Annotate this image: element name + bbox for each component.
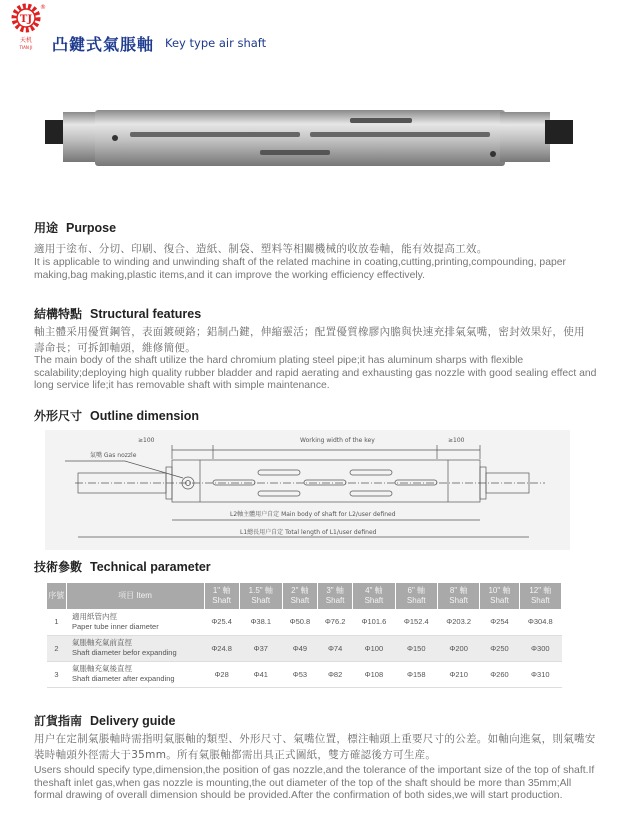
page-title-cn: 凸鍵式氣脹軸 xyxy=(52,35,155,54)
value-cell: Φ200 xyxy=(437,635,479,661)
value-cell: Φ50.8 xyxy=(282,609,317,635)
purpose-text-cn: 適用于塗布、分切、印刷、復合、造紙、制袋、塑料等相關機械的收放卷軸，能有效提高工效。 xyxy=(34,243,488,255)
value-cell: Φ152.4 xyxy=(395,609,437,635)
delivery-title-cn: 訂貨指南 xyxy=(34,714,83,728)
outline-title-cn: 外形尺寸 xyxy=(34,409,83,423)
structural-title-cn: 結構特點 xyxy=(34,307,83,321)
shaft-label: Shaft xyxy=(449,596,468,605)
size-label: 3" 軸 xyxy=(326,586,344,595)
structural-text-cn: 軸主體采用優質鋼管，表面鍍硬鉻；鋁制凸鍵，伸縮靈活；配置優質橡膠內膽與快速充排氣氣嘴，密封效果好，使用壽命長；可拆卸軸頭，維修簡便。 xyxy=(34,326,585,354)
l1-label: L1總長用户自定 Total length of L1/user defined xyxy=(240,529,377,536)
value-cell: Φ210 xyxy=(437,661,479,687)
value-cell: Φ38.1 xyxy=(239,609,282,635)
size-label: 12" 軸 xyxy=(529,586,552,595)
outline-title-en: Outline dimension xyxy=(90,409,200,423)
min-right-label: ≥100 xyxy=(448,437,465,444)
row-item xyxy=(66,661,204,687)
value-cell: Φ108 xyxy=(353,661,395,687)
technical-title-en: Technical parameter xyxy=(90,560,211,574)
delivery-heading xyxy=(34,712,175,729)
value-cell: Φ304.8 xyxy=(519,609,561,635)
svg-text:®: ® xyxy=(40,4,46,11)
working-width-label: Working width of the key xyxy=(300,437,375,444)
value-cell: Φ254 xyxy=(480,609,519,635)
shaft-label: Shaft xyxy=(530,596,550,605)
item-en: Paper tube inner diameter xyxy=(72,621,159,631)
table-row xyxy=(47,635,562,661)
delivery-text-cn: 用户在定制氣脹軸時需指明氣脹軸的類型、外形尺寸、氣嘴位置，標注軸頭上重要尺寸的公差。如軸向進氣，則氣嘴安裝時軸頭外徑需大于35mm。所有氣脹軸都需出具正式圖紙，雙方確認後方可生産。 xyxy=(34,733,596,761)
shaft-label: Shaft xyxy=(406,596,426,605)
value-cell: Φ76.2 xyxy=(318,609,353,635)
size-header xyxy=(480,583,519,609)
item-cn: 氣脹軸充氣後直徑 xyxy=(72,664,132,673)
size-header xyxy=(395,583,437,609)
row-number: 2 xyxy=(47,635,66,661)
structural-heading xyxy=(34,305,201,322)
value-cell: Φ24.8 xyxy=(204,635,239,661)
item-en: Shaft diameter after expanding xyxy=(72,674,175,683)
delivery-title-en: Delivery guide xyxy=(90,714,176,728)
size-label: 1.5" 軸 xyxy=(248,586,273,595)
size-header xyxy=(437,583,479,609)
size-header xyxy=(519,583,561,609)
size-label: 10" 軸 xyxy=(488,586,511,595)
value-cell: Φ82 xyxy=(318,661,353,687)
item-en: Shaft diameter befor expanding xyxy=(72,648,177,657)
size-header xyxy=(239,583,282,609)
technical-table xyxy=(47,583,562,688)
row-item xyxy=(66,609,204,635)
table-row xyxy=(47,661,562,687)
shaft-label: Shaft xyxy=(251,596,271,605)
purpose-text-en: It is applicable to winding and unwinding shaft of the related machine in coating,cutting,printing,compounding, paper making,bag making,plastic items,and it can improve the working efficiency effectively. xyxy=(34,257,566,281)
value-cell: Φ49 xyxy=(282,635,317,661)
structural-text-en: The main body of the shaft utilize the hard chromium plating steel pipe;it has aluminum sharps with flexible scalability;deploying high quality rubber bladder and rapid aerating and exhausting gas nozzle with good sealing effect and long service life;it has removable shaft with simple maintenance. xyxy=(34,355,597,391)
value-cell: Φ260 xyxy=(480,661,519,687)
tianji-logo xyxy=(10,2,46,50)
size-header xyxy=(204,583,239,609)
value-cell: Φ300 xyxy=(519,635,561,661)
value-cell: Φ101.6 xyxy=(353,609,395,635)
value-cell: Φ150 xyxy=(395,635,437,661)
technical-title-cn: 技術參數 xyxy=(34,560,83,574)
shaft-label: Shaft xyxy=(490,596,509,605)
size-label: 2" 軸 xyxy=(291,586,309,595)
size-header xyxy=(282,583,317,609)
size-label: 1" 軸 xyxy=(212,586,231,595)
seq-header: 序號 xyxy=(47,583,66,609)
purpose-heading xyxy=(34,219,116,236)
shaft-label: Shaft xyxy=(325,596,345,605)
shaft-label: Shaft xyxy=(212,596,231,605)
value-cell: Φ37 xyxy=(239,635,282,661)
item-cn: 適用紙管内徑 xyxy=(72,611,117,621)
page-title-en: Key type air shaft xyxy=(165,36,267,50)
size-label: 4" 軸 xyxy=(365,586,383,595)
l2-label: L2軸主體用户自定 Main body of shaft for L2/user defined xyxy=(230,511,396,518)
row-item xyxy=(66,635,204,661)
row-number: 1 xyxy=(47,609,66,635)
min-left-label: ≥100 xyxy=(138,437,155,444)
value-cell: Φ74 xyxy=(318,635,353,661)
value-cell: Φ25.4 xyxy=(204,609,239,635)
shaft-label: Shaft xyxy=(364,596,384,605)
svg-text:TJ: TJ xyxy=(19,14,33,25)
gas-nozzle-label: 氣嘴 Gas nozzle xyxy=(90,452,137,459)
shaft-photo xyxy=(45,98,575,193)
item-cn: 氣脹軸充氣前直徑 xyxy=(72,638,132,647)
svg-text:TIAN JI: TIAN JI xyxy=(19,45,33,50)
size-header xyxy=(353,583,395,609)
row-number: 3 xyxy=(47,661,66,687)
value-cell: Φ203.2 xyxy=(437,609,479,635)
purpose-title-cn: 用途 xyxy=(34,221,59,235)
table-header-row xyxy=(47,583,562,609)
purpose-title-en: Purpose xyxy=(66,221,117,235)
value-cell: Φ250 xyxy=(480,635,519,661)
outline-diagram xyxy=(45,430,570,550)
svg-text:天机: 天机 xyxy=(19,37,33,44)
value-cell: Φ310 xyxy=(519,661,561,687)
outline-heading xyxy=(34,407,199,424)
technical-heading xyxy=(34,558,211,575)
value-cell: Φ100 xyxy=(353,635,395,661)
shaft-label: Shaft xyxy=(290,596,310,605)
size-header xyxy=(318,583,353,609)
structural-title-en: Structural features xyxy=(90,307,202,321)
value-cell: Φ53 xyxy=(282,661,317,687)
table-row xyxy=(47,609,562,635)
value-cell: Φ28 xyxy=(204,661,239,687)
size-label: 6" 軸 xyxy=(407,586,426,595)
item-header: 項目 Item xyxy=(66,583,204,609)
value-cell: Φ41 xyxy=(239,661,282,687)
delivery-text-en: Users should specify type,dimension,the position of gas nozzle,and the tolerance of the important size of the top of shaft.If theshaft inlet gas,when gas nozzle is mounting,the out diameter of the top of the shaft should be more than 35mm;All formal drawing of overall dimension should be provided.After the confirmation of both sides,we will start production. xyxy=(34,765,595,801)
value-cell: Φ158 xyxy=(395,661,437,687)
size-label: 8" 軸 xyxy=(449,586,468,595)
